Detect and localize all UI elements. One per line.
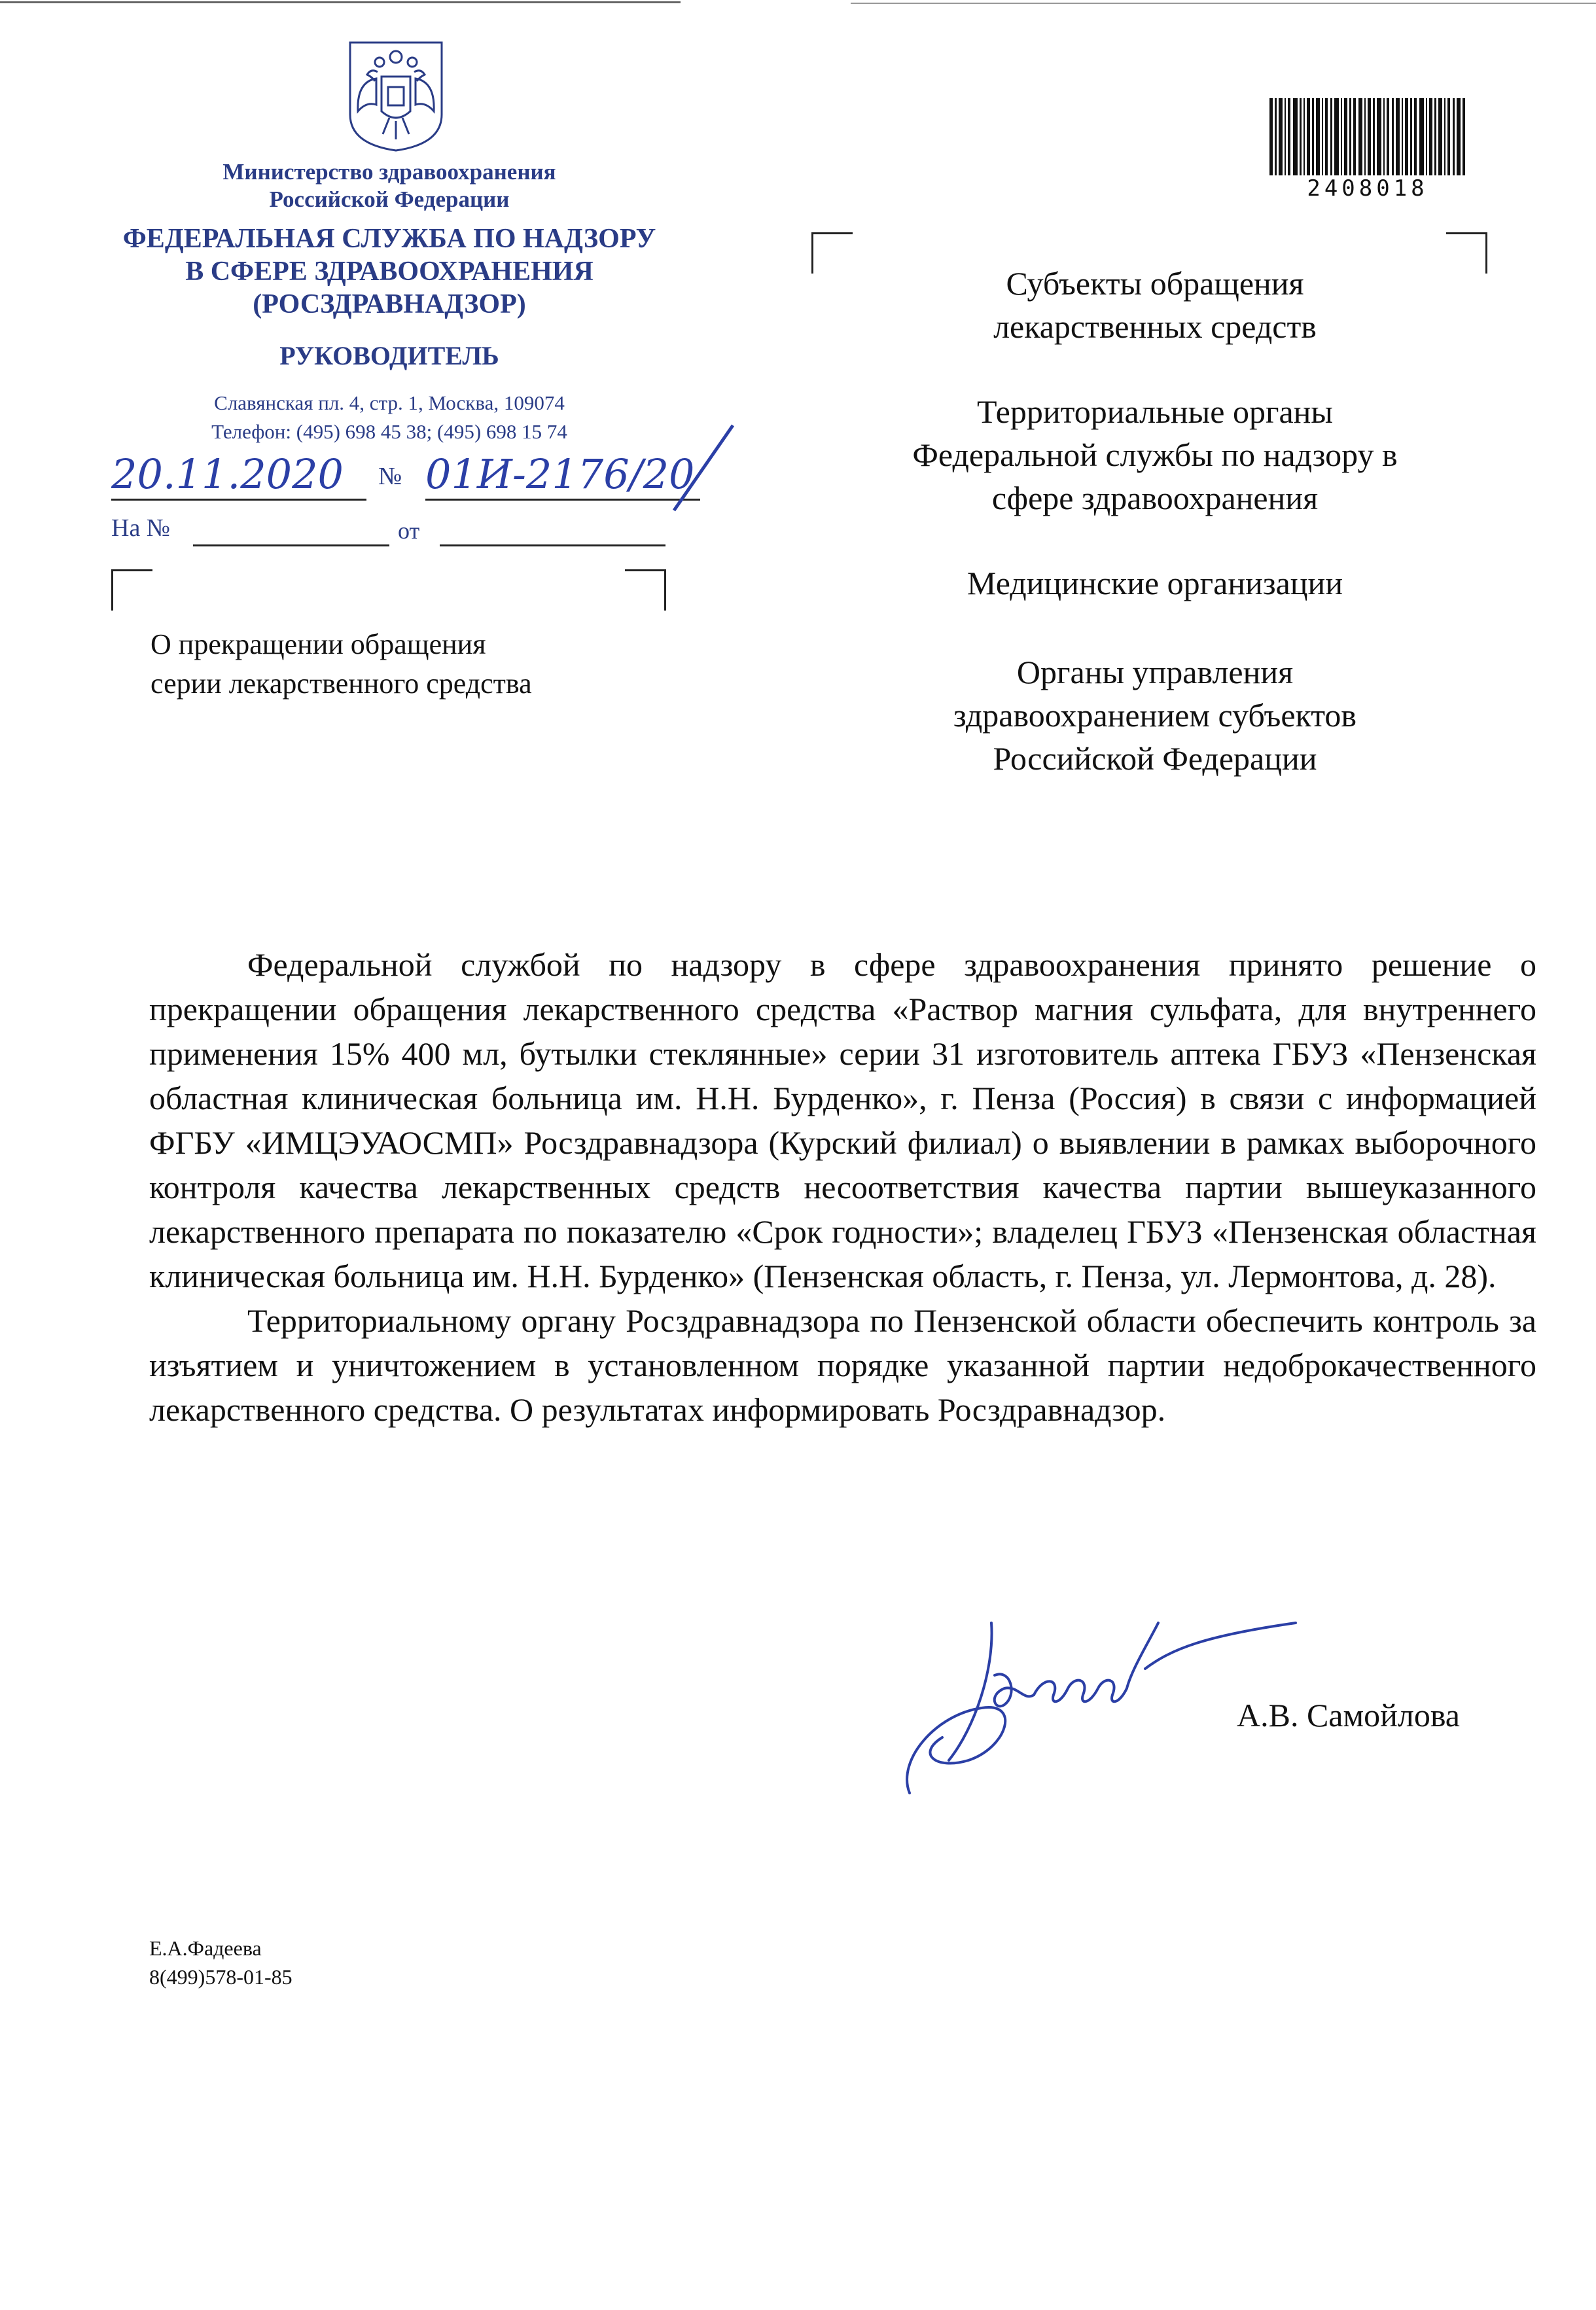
number-sign: № <box>378 463 402 490</box>
subject-bracket-left <box>111 569 152 611</box>
ref-from: от <box>398 518 420 544</box>
recipient-group-1: Субъекты обращения лекарственных средств <box>993 265 1317 345</box>
subject-bracket-right <box>625 569 666 611</box>
address: Славянская пл. 4, стр. 1, Москва, 109074 <box>214 391 565 414</box>
signatory-name: А.В. Самойлова <box>1237 1697 1460 1733</box>
executor-name: Е.А.Фадеева <box>149 1936 262 1960</box>
ref-label: На № <box>111 514 171 542</box>
body-paragraph-1: Федеральной службой по надзору в сфере здравоохранения принято решение о прекращении обращения лекарственного средства «Раствор магния сульфата, для внутреннего применения 15% 400 мл, бутылки стеклянные» серии 31 изготовитель аптека ГБУЗ «Пензенская областная клиническая больница им. Н.Н. Бурденко», г. Пенза (Россия) в связи с информацией ФГБУ «ИМЦЭУАОСМП» Росздравнадзора (Курский филиал) о выявлении в рамках выборочного контроля качества лекарственных средств несоответствия качества партии вышеуказанного лекарственного препарата по показателю «Срок годности»; владелец ГБУЗ «Пензенская областная клиническая больница им. Н.Н. Бурденко» (Пензенская область, г. Пенза, ул. Лермонтова, д. 28). <box>149 946 1536 1294</box>
scan-top-line-right <box>851 3 1596 4</box>
recipient-group-4: Органы управления здравоохранением субъектов Российской Федерации <box>953 654 1357 777</box>
recipients <box>831 262 1479 780</box>
ministry-name <box>131 158 648 213</box>
ref-date-line <box>440 544 665 546</box>
emblem-icon <box>344 36 448 154</box>
phone: Телефон: (495) 698 45 38; (495) 698 15 74 <box>211 420 567 443</box>
ministry-line-2: Российской Федерации <box>269 187 510 212</box>
outgoing-number: 01И-2176/20 <box>425 452 700 501</box>
agency-line-1: ФЕДЕРАЛЬНАЯ СЛУЖБА ПО НАДЗОРУ <box>122 224 656 254</box>
barcode-number: 2408018 <box>1307 175 1428 202</box>
recipient-group-3: Медицинские организации <box>966 565 1343 601</box>
agency-line-3: (РОСЗДРАВНАДЗОР) <box>253 289 526 319</box>
agency-line-2: В СФЕРЕ ЗДРАВООХРАНЕНИЯ <box>185 257 594 287</box>
scan-top-line <box>0 1 681 3</box>
role-title: РУКОВОДИТЕЛЬ <box>279 341 499 370</box>
ref-number-line <box>193 544 389 546</box>
subject <box>151 625 674 703</box>
executor-info <box>149 1934 293 1991</box>
subject-line-2: серии лекарственного средства <box>151 667 532 700</box>
subject-line-1: О прекращении обращения <box>151 628 486 660</box>
executor-phone: 8(499)578-01-85 <box>149 1965 293 1989</box>
barcode-icon <box>1269 98 1466 177</box>
outgoing-date: 20.11.2020 <box>111 452 366 501</box>
recipient-group-2: Территориальные органы Федеральной службы по надзору в сфере здравоохранения <box>912 393 1398 516</box>
letter-body <box>149 942 1536 1432</box>
agency-name <box>98 222 681 321</box>
body-paragraph-2: Территориальному органу Росздравнадзора по Пензенской области обеспечить контроль за изъятием и уничтожением в установленном порядке указанной партии недоброкачественного лекарственного средства. О результатах информировать Росздравнадзор. <box>149 1302 1536 1428</box>
ministry-line-1: Министерство здравоохранения <box>222 159 556 185</box>
number-slash <box>661 419 759 517</box>
